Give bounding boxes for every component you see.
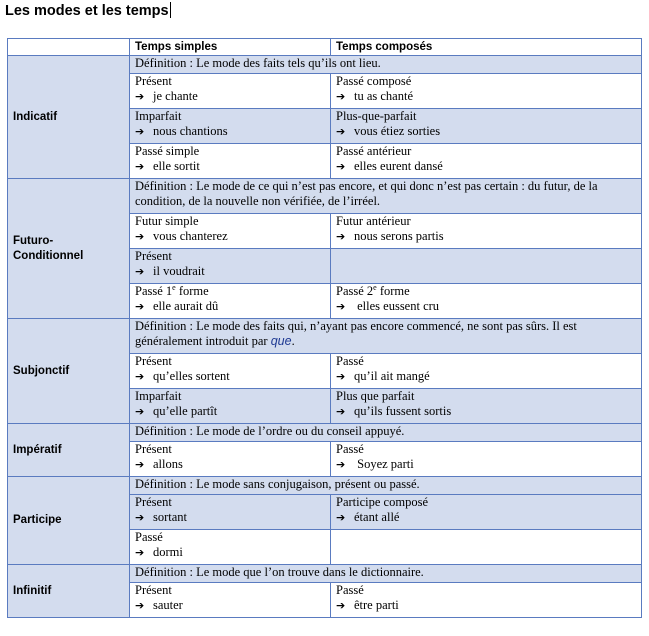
- example: [135, 264, 325, 279]
- example: [336, 229, 636, 244]
- example: [135, 369, 325, 384]
- tense-label: Passé: [336, 354, 364, 368]
- futuro-definition-row: [8, 179, 642, 214]
- mode-subjonctif: Subjonctif: [8, 319, 130, 424]
- tense-label: Présent: [135, 354, 172, 368]
- tense-cell: [130, 284, 331, 319]
- arrow-icon: ➔: [135, 90, 145, 103]
- tense-cell: [130, 583, 331, 618]
- example: [135, 404, 325, 419]
- tense-superscript: e: [172, 283, 176, 292]
- example-text: vous étiez sorties: [354, 124, 441, 138]
- example-text: Soyez parti: [354, 457, 414, 471]
- arrow-icon: ➔: [135, 458, 145, 471]
- example: [135, 229, 325, 244]
- mode-indicatif: Indicatif: [8, 56, 130, 179]
- mode-infinitif: Infinitif: [8, 565, 130, 618]
- imperatif-definition-row: [8, 424, 642, 442]
- tense-label: Futur simple: [135, 214, 199, 228]
- arrow-icon: ➔: [336, 599, 346, 612]
- participe-definition: Définition : Le mode sans conjugaison, présent ou passé.: [130, 477, 642, 495]
- tense-cell: [130, 530, 331, 565]
- table-header-row: [8, 39, 642, 56]
- example: [135, 299, 325, 314]
- example-text: elles eussent cru: [354, 299, 440, 313]
- example: [135, 159, 325, 174]
- tense-label: Plus que parfait: [336, 389, 415, 403]
- example-text: qu’elle partît: [153, 404, 218, 418]
- tense-cell: [331, 284, 642, 319]
- mode-name-line2: Conditionnel: [13, 249, 84, 262]
- example-text: je chante: [153, 89, 198, 103]
- text-cursor: [170, 2, 171, 18]
- example-text: sauter: [153, 598, 183, 612]
- tense-cell: [130, 495, 331, 530]
- definition-end: .: [291, 334, 295, 348]
- arrow-icon: ➔: [135, 370, 145, 383]
- example-text: nous serons partis: [354, 229, 444, 243]
- tense-cell: [130, 214, 331, 249]
- tense-cell: [331, 109, 642, 144]
- example: [336, 404, 636, 419]
- example: [135, 89, 325, 104]
- example: [336, 89, 636, 104]
- example-text: étant allé: [354, 510, 400, 524]
- example-text: il voudrait: [153, 264, 205, 278]
- tense-cell: [130, 442, 331, 477]
- example: [336, 510, 636, 525]
- example: [336, 369, 636, 384]
- arrow-icon: ➔: [336, 300, 346, 313]
- arrow-icon: ➔: [135, 599, 145, 612]
- example-text: nous chantions: [153, 124, 228, 138]
- tense-cell: [331, 354, 642, 389]
- example-text: elles eurent dansé: [354, 159, 443, 173]
- tense-label: Présent: [135, 74, 172, 88]
- arrow-icon: ➔: [135, 160, 145, 173]
- example-text: qu’ils fussent sortis: [354, 404, 452, 418]
- arrow-icon: ➔: [135, 125, 145, 138]
- example: [135, 124, 325, 139]
- mode-futuro-conditionnel: [8, 179, 130, 319]
- document-title: [5, 2, 171, 20]
- mode-name-line1: Futuro-: [13, 234, 54, 247]
- tense-cell: [331, 583, 642, 618]
- example-text: elle sortit: [153, 159, 200, 173]
- tense-label: Présent: [135, 495, 172, 509]
- tense-cell: [130, 354, 331, 389]
- mode-participe: Participe: [8, 477, 130, 565]
- tense-suffix: forme: [175, 284, 209, 298]
- example: [336, 598, 636, 613]
- tense-cell: [331, 74, 642, 109]
- tense-label: Passé: [336, 442, 364, 456]
- futuro-definition: Définition : Le mode de ce qui n’est pas encore, et qui donc n’est pas certain : du futur, de la condition, de la nouvelle non vérifiée, de l’irréel.: [130, 179, 642, 214]
- arrow-icon: ➔: [135, 546, 145, 559]
- empty-cell: [331, 249, 642, 284]
- tense-prefix: Passé 2: [336, 284, 374, 298]
- title-text: Les modes et les temps: [5, 3, 169, 19]
- imperatif-definition: Définition : Le mode de l’ordre ou du conseil appuyé.: [130, 424, 642, 442]
- mode-imperatif: Impératif: [8, 424, 130, 477]
- infinitif-definition: Définition : Le mode que l’on trouve dans le dictionnaire.: [130, 565, 642, 583]
- tense-cell: [130, 144, 331, 179]
- tense-label: Plus-que-parfait: [336, 109, 417, 123]
- tense-label: Passé: [135, 530, 163, 544]
- example-text: dormi: [153, 545, 183, 559]
- example-text: sortant: [153, 510, 188, 524]
- tense-cell: [331, 495, 642, 530]
- tense-label: Passé: [336, 583, 364, 597]
- tense-cell: [331, 214, 642, 249]
- example-text: qu’elles sortent: [153, 369, 230, 383]
- tense-label: Imparfait: [135, 389, 182, 403]
- tense-superscript: e: [373, 283, 377, 292]
- arrow-icon: ➔: [336, 458, 346, 471]
- tense-label: Futur antérieur: [336, 214, 411, 228]
- arrow-icon: ➔: [135, 230, 145, 243]
- arrow-icon: ➔: [135, 405, 145, 418]
- arrow-icon: ➔: [336, 125, 346, 138]
- header-temps-simples: Temps simples: [130, 39, 331, 56]
- tense-suffix: forme: [376, 284, 410, 298]
- tense-label: Participe composé: [336, 495, 428, 509]
- modes-tenses-table: [7, 38, 642, 618]
- tense-label: Imparfait: [135, 109, 182, 123]
- arrow-icon: ➔: [135, 265, 145, 278]
- definition-text: Définition : Le mode des faits qui, n’ayant pas encore commencé, ne sont pas sûrs. Il est généralement introduit par: [135, 319, 577, 348]
- example-text: être parti: [354, 598, 399, 612]
- tense-cell: [130, 249, 331, 284]
- tense-cell: [130, 109, 331, 144]
- tense-label: Passé antérieur: [336, 144, 412, 158]
- example: [336, 124, 636, 139]
- arrow-icon: ➔: [336, 160, 346, 173]
- example-text: qu’il ait mangé: [354, 369, 430, 383]
- example: [135, 510, 325, 525]
- header-temps-composes: Temps composés: [331, 39, 642, 56]
- arrow-icon: ➔: [336, 405, 346, 418]
- arrow-icon: ➔: [135, 300, 145, 313]
- arrow-icon: ➔: [135, 511, 145, 524]
- example-text: tu as chanté: [354, 89, 414, 103]
- indicatif-definition-row: [8, 56, 642, 74]
- example: [135, 598, 325, 613]
- tense-label: Passé simple: [135, 144, 200, 158]
- example: [135, 457, 325, 472]
- arrow-icon: ➔: [336, 370, 346, 383]
- tense-label: [336, 284, 636, 299]
- example: [336, 299, 636, 314]
- tense-label: [135, 284, 325, 299]
- example: [336, 159, 636, 174]
- arrow-icon: ➔: [336, 511, 346, 524]
- tense-label: Passé composé: [336, 74, 412, 88]
- definition-que: que: [270, 334, 292, 348]
- tense-prefix: Passé 1: [135, 284, 173, 298]
- tense-cell: [331, 144, 642, 179]
- tense-cell: [130, 389, 331, 424]
- example-text: vous chanterez: [153, 229, 228, 243]
- example-text: elle aurait dû: [153, 299, 219, 313]
- tense-cell: [331, 442, 642, 477]
- subjonctif-definition-row: [8, 319, 642, 354]
- header-empty-cell: [8, 39, 130, 56]
- tense-cell: [130, 74, 331, 109]
- infinitif-definition-row: [8, 565, 642, 583]
- arrow-icon: ➔: [336, 90, 346, 103]
- tense-label: Présent: [135, 442, 172, 456]
- participe-definition-row: [8, 477, 642, 495]
- subjonctif-definition: [130, 319, 642, 354]
- tense-label: Présent: [135, 583, 172, 597]
- example: [135, 545, 325, 560]
- example: [336, 457, 636, 472]
- arrow-icon: ➔: [336, 230, 346, 243]
- example-text: allons: [153, 457, 183, 471]
- indicatif-definition: Définition : Le mode des faits tels qu’ils ont lieu.: [130, 56, 642, 74]
- empty-cell: [331, 530, 642, 565]
- tense-label: Présent: [135, 249, 172, 263]
- tense-cell: [331, 389, 642, 424]
